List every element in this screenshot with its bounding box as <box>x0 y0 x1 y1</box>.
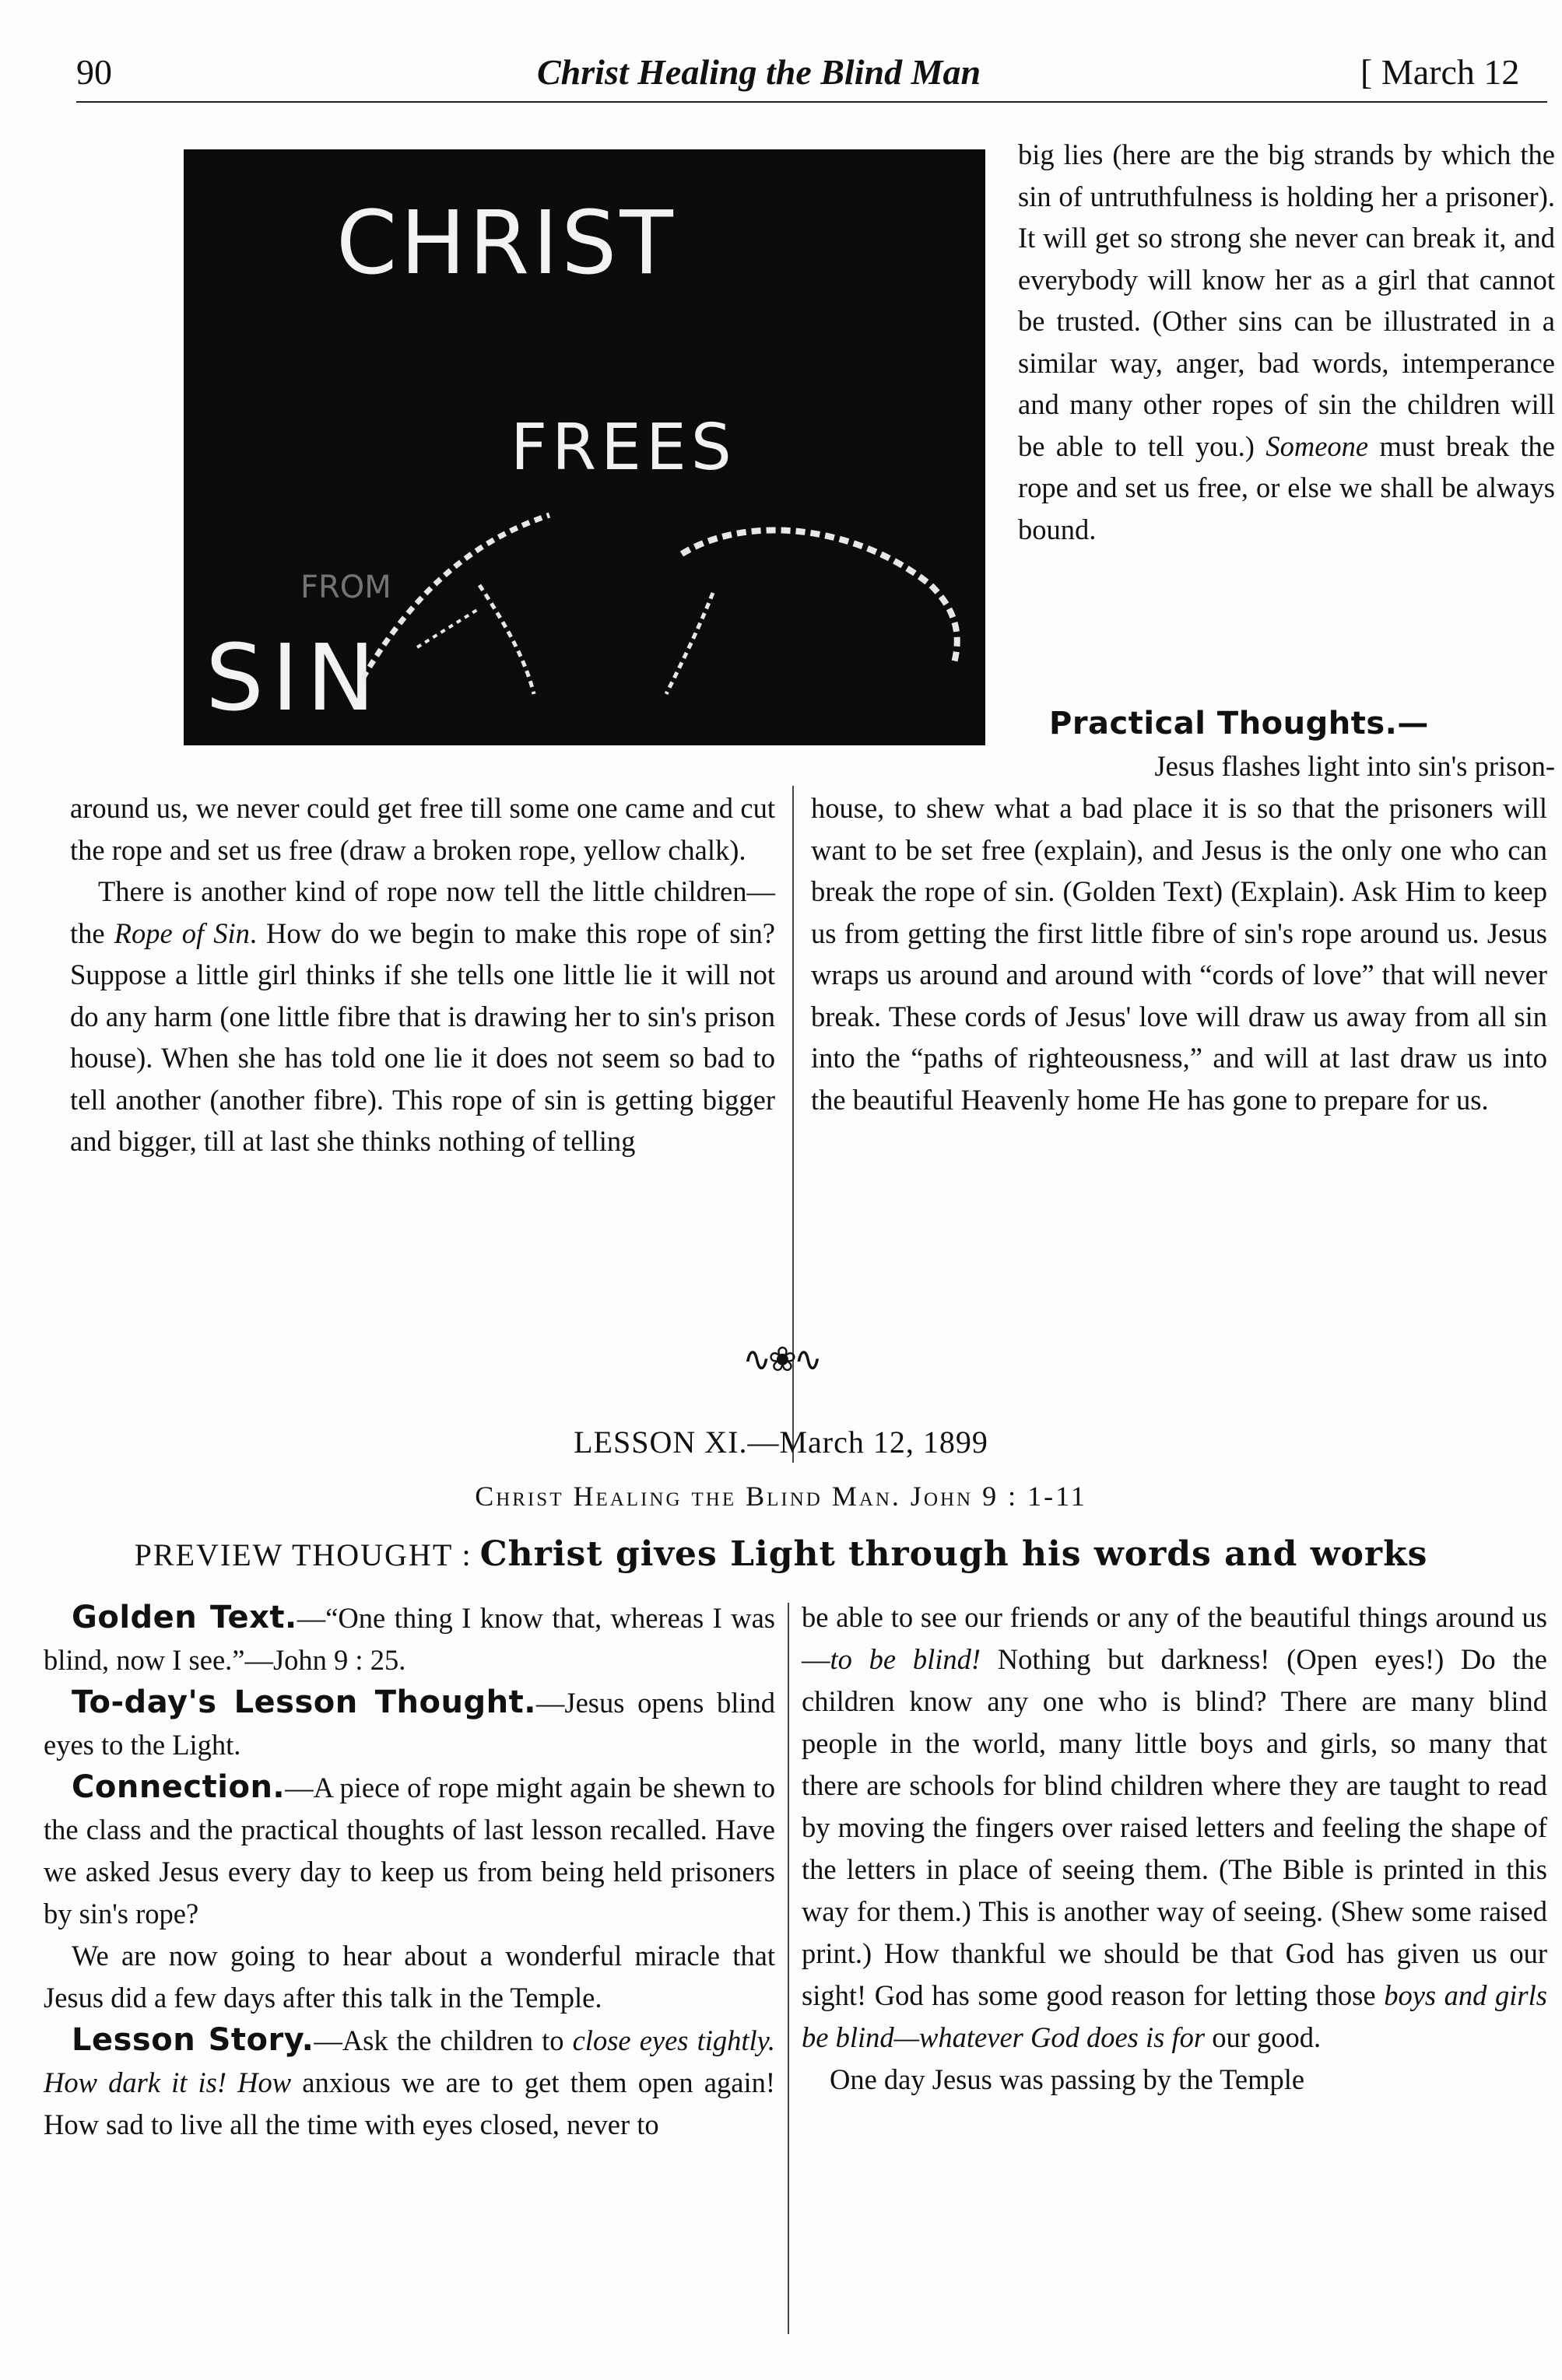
left-paragraph-1: around us, we never could get free till some one came and cut the rope and set us free (draw a broken rope, yellow chalk). <box>70 792 775 866</box>
lesson-thought-text: —Jesus opens blind eyes to the Light. <box>44 1687 776 1761</box>
story-italic: close eyes tightly. How dark it is! How <box>44 2024 775 2098</box>
boys-and-girls-italic: boys and girls be blind—whatever God does is for <box>802 1979 1547 2053</box>
section-ornament: ∿❀∿ <box>742 1341 820 1379</box>
issue-date: [ March 12 <box>1360 52 1520 92</box>
running-title: Christ Healing the Blind Man <box>537 52 981 92</box>
practical-thoughts-body <box>811 787 1547 1120</box>
right-column-bottom-text <box>802 1597 1547 2101</box>
connection-text: —A piece of rope might again be shewn to the class and the practical thoughts of last lesson recalled. Have we asked Jesus every day to keep us from being held prisoners by sin's rope? <box>44 1772 775 1930</box>
lesson-story-heading: Lesson Story. <box>72 2022 314 2058</box>
lesson-subtitle: Christ Healing the Blind Man. John 9 : 1-11 <box>475 1481 1087 1512</box>
miracle-paragraph: We are now going to hear about a wonderful miracle that Jesus did a few days after this talk in the Temple. <box>44 1940 775 2014</box>
header-rule <box>76 101 1547 103</box>
connection-heading: Connection. <box>72 1769 286 1805</box>
someone-italic: Someone <box>1265 429 1369 462</box>
christ-frees-from-sin-illustration <box>184 149 985 745</box>
preview-thought <box>0 1534 1562 1574</box>
lesson-thought-heading: To-day's Lesson Thought. <box>72 1684 536 1720</box>
text-run: be able to see our friends or any of the beautiful things around us— <box>802 1601 1547 1675</box>
preview-label: PREVIEW THOUGHT : <box>134 1537 472 1572</box>
text-run: Nothing but darkness! (Open eyes!) Do the children know any one who is blind? There are many blind people in the world, many little boys and girls, so many that there are schools for blind children where they are taught to read by moving the fingers over raised letters and feeling the shape of the letters in place of seeing them. (The Bible is printed in this way for them.) This is another way of seeing. (Shew some raised print.) How thankful we should be that God has given us our sight! God has some good reason for letting those <box>802 1643 1547 2011</box>
left-column-bottom-text <box>44 1597 775 2146</box>
golden-text-heading: Golden Text. <box>72 1600 297 1635</box>
text-run: anxious we are to get them open again! How sad to live all the time with eyes closed, never to <box>44 2066 775 2140</box>
text-run: . How do we begin to make this rope of sin? Suppose a little girl thinks if she tells one little lie it will not do any harm (one little fibre that is drawing her to sin's prison house). When she has told one lie it does not seem so bad to tell another (another fibre). This rope of sin is getting bigger and bigger, till at last she thinks nothing of telling <box>70 917 776 1157</box>
lesson-title: LESSON XI.—March 12, 1899 <box>574 1425 988 1460</box>
practical-body: house, to shew what a bad place it is so that the prisoners will want to be set free (explain), and Jesus is the only one who can break the rope of sin. (Golden Text) (Explain). Ask Him to keep us from getting the first little fibre of sin's rope around us. Jesus wraps us around and around with “cords of love” that will never break. These cords of Jesus' love will draw us away from all sin into the “paths of righteousness,” and will at last draw us into the beautiful Heavenly home He has gone to prepare for us. <box>811 792 1547 1116</box>
rope-of-sin-italic: Rope of Sin <box>114 917 250 949</box>
practical-thoughts-heading: Practical Thoughts.— <box>1049 706 1429 741</box>
illustration-word-sin: SIN <box>205 624 383 731</box>
text-run: big lies (here are the big strands by which the sin of untruthfulness is holding her a prisoner). It will get so strong she never can break it, and everybody will know her as a girl that cannot be trusted. (Other sins can be illustrated in a similar way, anger, bad words, intemperance and many other ropes of sin the children will be able to tell you.) <box>1018 138 1555 462</box>
left-paragraph-2 <box>70 871 775 1162</box>
illustration-word-christ: CHRIST <box>336 193 676 294</box>
column-divider-bottom <box>788 1603 789 2334</box>
to-be-blind-italic: to be blind! <box>830 1643 981 1675</box>
practical-lead: Jesus flashes light into sin's prison- <box>1154 749 1555 782</box>
practical-thoughts-heading-block <box>1018 703 1555 787</box>
text-run: our good. <box>1205 2021 1322 2053</box>
broken-rope-drawing <box>184 149 985 745</box>
right-column-top-text <box>1018 134 1555 550</box>
left-column-top-text <box>70 787 775 1162</box>
text-run: There is another kind of rope now tell the little children—the <box>70 875 775 949</box>
text-run: must break the rope and set us free, or else we shall be always bound. <box>1018 429 1555 545</box>
preview-text: Christ gives Light through his words and works <box>479 1534 1428 1574</box>
one-day-paragraph: One day Jesus was passing by the Temple <box>830 2063 1305 2095</box>
text-run: —Ask the children to <box>314 2024 573 2056</box>
golden-text: —“One thing I know that, whereas I was blind, now I see.”—John 9 : 25. <box>44 1602 776 1676</box>
illustration-word-from: FROM <box>300 570 391 605</box>
illustration-word-frees: FREES <box>511 411 736 485</box>
page-number: 90 <box>76 52 112 92</box>
